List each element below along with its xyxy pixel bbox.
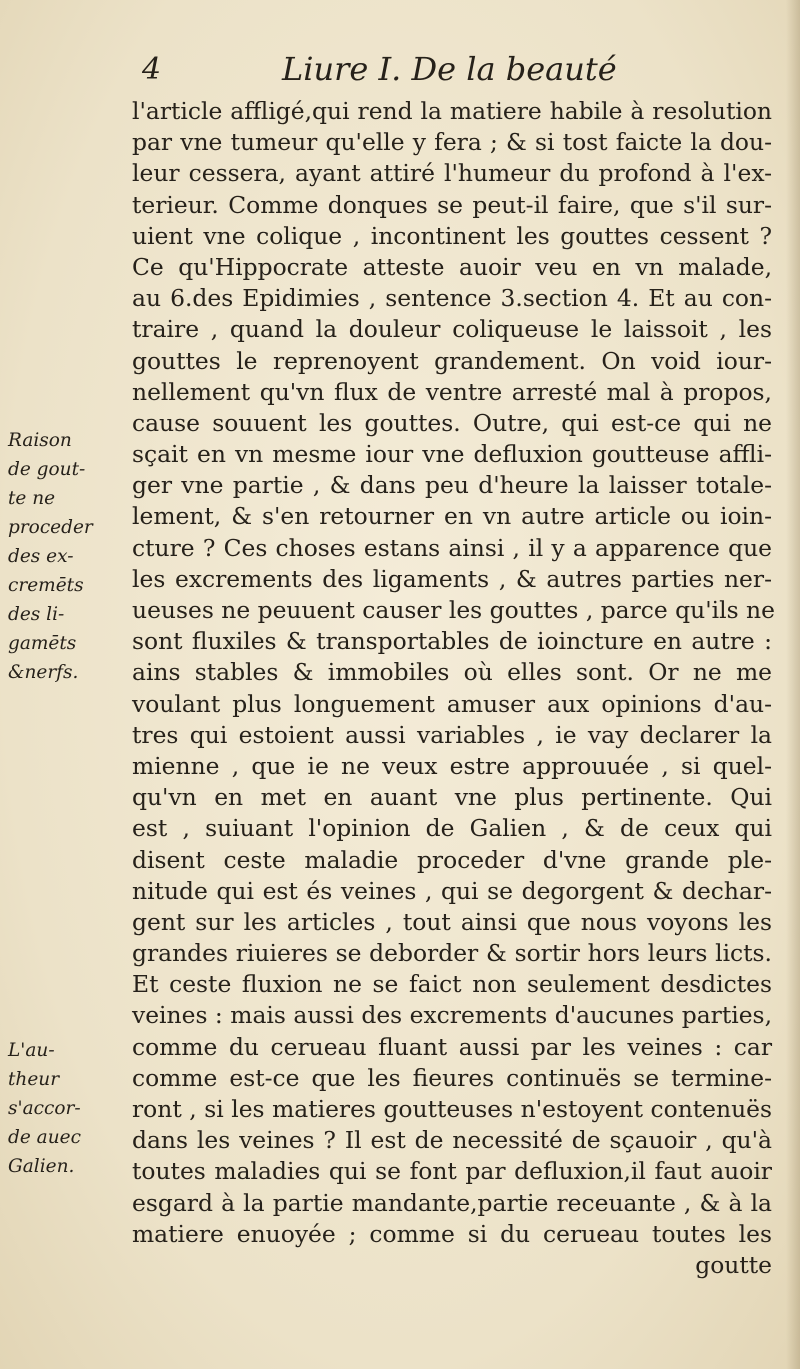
text-line: Et ceste fluxion ne se faict non seulement desdictes (132, 970, 772, 999)
text-line: comme est-ce que les fieures continuës se termine- (132, 1063, 772, 1092)
text-line: dans les veines ? Il est de necessité de sçauoir , qu'à (132, 1126, 772, 1155)
text-line: cture ? Ces choses estans ainsi , il y a apparence que (132, 533, 772, 562)
text-line: ueuses ne peuuent causer les gouttes , parce qu'ils ne (132, 596, 775, 624)
page-edge-shadow (786, 0, 800, 1369)
margin-note-line: Galien. (8, 1156, 75, 1177)
text-line: mienne , que ie ne veux estre approuuée , si quel- (132, 751, 772, 780)
margin-note-line: &nerfs. (8, 662, 79, 683)
body-text (132, 96, 775, 1281)
text-line: Ce qu'Hippocrate atteste auoir veu en vn malade, (132, 252, 772, 281)
margin-note-line: des ex- (8, 546, 74, 567)
text-line: lement, & s'en retourner en vn autre article ou ioin- (132, 502, 772, 531)
margin-note-reason (8, 426, 126, 687)
text-line: gent sur les articles , tout ainsi que nous voyons les (132, 907, 772, 936)
page-number: 4 (142, 52, 162, 87)
margin-note-line: te ne (8, 488, 56, 509)
margin-note-line: de auec (8, 1127, 81, 1148)
page-header (130, 50, 770, 96)
margin-note-line: proceder (8, 517, 93, 538)
text-line: l'article affligé,qui rend la matiere habile à resolution (132, 97, 772, 125)
text-line: toutes maladies qui se font par defluxion,il faut auoir (132, 1157, 772, 1186)
margin-note-line: des li- (8, 604, 65, 625)
text-line: sçait en vn mesme iour vne defluxion goutteuse affli- (132, 440, 772, 469)
margin-note-line: L'au- (8, 1040, 55, 1061)
margin-note-line: theur (8, 1069, 60, 1090)
text-line: voulant plus longuement amuser aux opinions d'au- (132, 689, 772, 718)
text-line: uient vne colique , incontinent les gouttes cessent ? (132, 221, 772, 250)
text-line: sont fluxiles & transportables de ioincture en autre : (132, 627, 772, 656)
text-line: tres qui estoient aussi variables , ie vay declarer la (132, 720, 772, 749)
text-line: nitude qui est és veines , qui se degorgent & dechar- (132, 876, 772, 905)
text-line: par vne tumeur qu'elle y fera ; & si tost faicte la dou- (132, 128, 772, 157)
text-line: esgard à la partie mandante,partie receuante , & à la (132, 1188, 772, 1217)
text-line: qu'vn en met en auant vne plus pertinente. Qui (132, 783, 772, 812)
text-line: traire , quand la douleur coliqueuse le laissoit , les (132, 315, 772, 344)
margin-note-line: cremēts (8, 575, 84, 596)
margin-note-line: Raison (8, 430, 72, 451)
text-line: est , suiuant l'opinion de Galien , & de ceux qui (132, 814, 772, 843)
text-line: leur cessera, ayant attiré l'humeur du profond à l'ex- (132, 159, 772, 188)
text-line: cause souuent les gouttes. Outre, qui est-ce qui ne (132, 408, 772, 437)
text-line: ains stables & immobiles où elles sont. Or ne me (132, 658, 772, 687)
text-line: les excrements des ligaments , & autres parties ner- (132, 564, 772, 593)
catchword: goutte (695, 1250, 772, 1279)
margin-note-line: de gout- (8, 459, 86, 480)
margin-note-author (8, 1036, 126, 1181)
text-line: ger vne partie , & dans peu d'heure la laisser totale- (132, 471, 772, 500)
text-line: ront , si les matieres goutteuses n'estoyent contenuës (132, 1095, 772, 1123)
text-line: veines : mais aussi des excrements d'aucunes parties, (132, 1001, 772, 1030)
text-line: matiere enuoyée ; comme si du cerueau toutes les (132, 1219, 772, 1248)
margin-note-line: gamēts (8, 633, 77, 654)
margin-note-line: s'accor- (8, 1098, 81, 1119)
text-line: gouttes le reprenoyent grandement. On void iour- (132, 346, 772, 375)
text-line: grandes riuieres se deborder & sortir hors leurs licts. (132, 939, 772, 968)
text-line: nellement qu'vn flux de ventre arresté mal à propos, (132, 377, 772, 406)
text-line: comme du cerueau fluant aussi par les veines : car (132, 1032, 772, 1061)
text-line: terieur. Comme donques se peut-il faire, que s'il sur- (132, 190, 772, 219)
text-line: au 6.des Epidimies , sentence 3.section 4. Et au con- (132, 284, 772, 313)
running-title: Liure I. De la beauté (282, 50, 617, 88)
text-line: disent ceste maladie proceder d'vne grande ple- (132, 845, 772, 874)
